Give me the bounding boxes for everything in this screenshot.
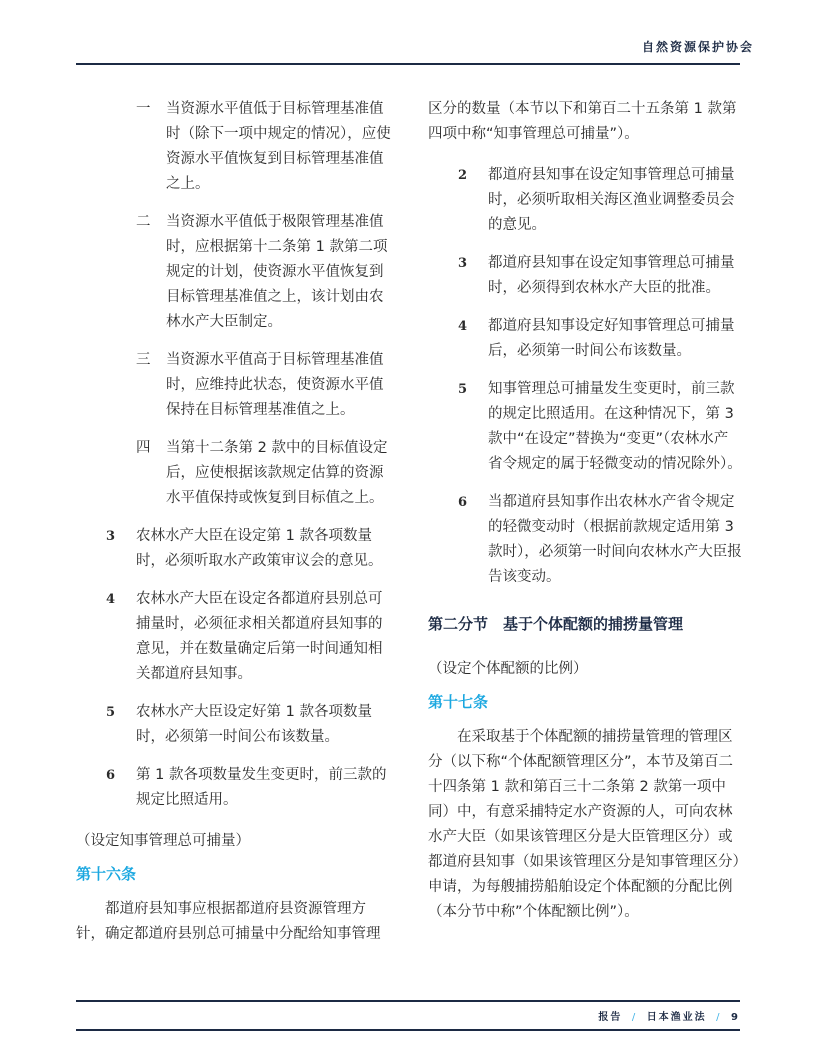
clause-number: 3 [458,256,468,271]
paragraph-title: （设定知事管理总可捕量） [76,833,250,849]
article-body: 都道府县知事应根据都道府县资源管理方针，确定都道府县别总可捕量中分配给知事管理 [76,901,381,942]
clause-number: 3 [106,529,116,544]
sub-item [76,210,392,335]
sub-item [76,436,392,511]
organization-name: 自然资源保护协会 [641,40,754,54]
footer [598,1008,740,1023]
clause-number: 5 [106,705,116,720]
clause-number: 2 [458,168,468,183]
sub-item-number: 二 [136,214,151,230]
clause [428,251,742,301]
sub-item-number: 一 [136,101,151,117]
clause-text: 知事管理总可捕量发生变更时，前三款的规定比照适用。在这种情况下，第 3 款中“在设定”替换为“变更”（农林水产省令规定的属于轻微变动的情况除外）。 [488,381,742,472]
clause [76,700,392,750]
clause-text: 农林水产大臣在设定各都道府县别总可捕量时，必须征求相关都道府县知事的意见，并在数量确定后第一时间通知相关都道府县知事。 [136,591,383,682]
sub-item-text: 当资源水平值低于目标管理基准值时（除下一项中规定的情况），应使资源水平值恢复到目标管理基准值之上。 [166,101,391,192]
sub-item-number: 四 [136,440,151,456]
sub-item [76,97,392,197]
clause [76,524,392,574]
clause [76,763,392,813]
clause [76,587,392,687]
footer-report: 报告 [598,1012,623,1023]
sub-item-text: 当资源水平值低于极限管理基准值时，应根据第十二条第 1 款第二项规定的计划，使资源水平值恢复到目标管理基准值之上，该计划由农林水产大臣制定。 [166,214,388,330]
clause-number: 5 [458,382,468,397]
left-column [76,97,392,947]
clause-number: 6 [106,768,116,783]
footer-rule-top [76,1000,740,1002]
sub-item-text: 当第十二条第 2 款中的目标值设定后，应使根据该款规定估算的资源水平值保持或恢复到目标值之上。 [166,440,388,506]
section-heading: 第二分节 基于个体配额的捕捞量管理 [428,615,684,633]
clause [428,163,742,238]
clause-number: 4 [106,592,116,607]
footer-title: 日本渔业法 [646,1012,707,1023]
clause-text: 第 1 款各项数量发生变更时，前三款的规定比照适用。 [136,767,387,808]
article-heading: 第十七条 [428,693,489,711]
clause-text: 农林水产大臣在设定第 1 款各项数量时，必须听取水产政策审议会的意见。 [136,528,383,569]
sub-item-number: 三 [136,352,151,368]
article-body: 在采取基于个体配额的捕捞量管理的管理区分（以下称“个体配额管理区分”，本节及第百二十四条第 1 款和第百三十二条第 2 款第一项中同）中，有意采捕特定水产资源的人，可向农林水产大臣（如果该管理区分是大臣管理区分）或都道府县知事（如果该管理区分是知事管理区分）申请，为每艘捕捞船舶设定个体配额的分配比例（本分节中称”个体配额比例”）。 [428,729,740,920]
footer-separator: / [631,1012,638,1023]
page-number: 9 [731,1012,740,1023]
clause-text: 农林水产大臣设定好第 1 款各项数量时，必须第一时间公布该数量。 [136,704,372,745]
sub-item [76,348,392,423]
right-column [428,97,742,925]
continued-text: 区分的数量（本节以下和第百二十五条第 1 款第四项中称“知事管理总可捕量”）。 [428,101,737,142]
clause [428,490,742,590]
clause-number: 4 [458,319,468,334]
footer-rule-bottom [76,1029,740,1031]
clause [428,377,742,477]
clause-text: 都道府县知事设定好知事管理总可捕量后，必须第一时间公布该数量。 [488,318,735,359]
paragraph-title: （设定个体配额的比例） [428,661,588,677]
clause-text: 都道府县知事在设定知事管理总可捕量时，必须听取相关海区渔业调整委员会的意见。 [488,167,735,233]
sub-item-text: 当资源水平值高于目标管理基准值时，应维持此状态，使资源水平值保持在目标管理基准值之上。 [166,352,384,418]
clause-number: 6 [458,495,468,510]
article-heading: 第十六条 [76,865,137,883]
header-rule [76,63,740,65]
clause-text: 当都道府县知事作出农林水产省令规定的轻微变动时（根据前款规定适用第 3 款时），必须第一时间向农林水产大臣报告该变动。 [488,494,742,585]
footer-separator: / [716,1012,722,1023]
clause [428,314,742,364]
clause-text: 都道府县知事在设定知事管理总可捕量时，必须得到农林水产大臣的批准。 [488,255,735,296]
